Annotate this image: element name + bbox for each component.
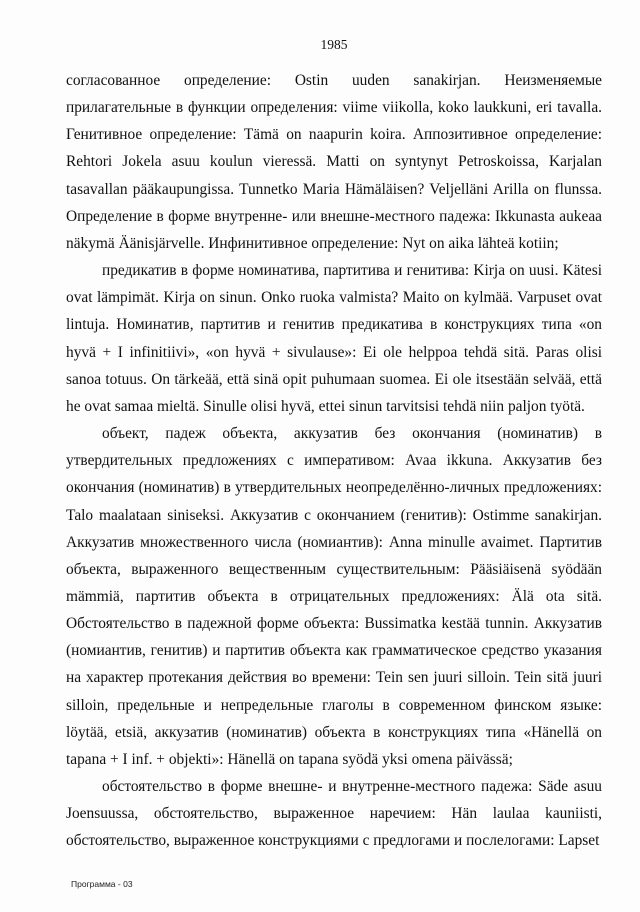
paragraph-object: объект, падеж объекта, аккузатив без окончания (номинатив) в утвердительных предложениях с императивом: Avaa ikkuna. Аккузатив без окончания (номинатив) в утвердительных неопределённо-личных предложениях: Talo maalataan siniseksi. Аккузатив с окончанием (генитив): Ostimme sanakirjan. Аккузатив множественного числа (номиантив): Anna minulle avaimet. Партитив объекта, выраженного вещественным существительным: Pääsiäisenä syödään mämmiä, партитив объекта в отрицательных предложениях: Älä ota sitä. Обстоятельство в падежной форме объекта: Bussimatka kestää tunnin. Аккузатив (номиантив, генитив) и партитив объекта как грамматическое средство указания на характер протекания действия во времени: Tein sen juuri silloin. Tein sitä juuri silloin, предельные и непредельные глаголы в современном финском языке: löytää, etsiä, аккузатив (номинатив) объекта в конструкциях типа «Hänellä on tapana + I inf. + objekti»: Hänellä on tapana syödä yksi omena päivässä;: [66, 425, 602, 768]
paragraph-attributes: согласованное определение: Ostin uuden sanakirjan. Неизменяемые прилагательные в функции определения: viime viikolla, koko laukkuni, eri tavalla. Генитивное определение: Tämä on naapurin koira. Аппозитивное определение: Rehtori Jokela asuu koulun vieressä. Matti on syntynyt Petroskoissa, Karjalan tasavallan pääkaupungissa. Tunnetko Maria Hämäläisen? Veljelläni Arilla on flunssa. Определение в форме внутренне- или внешне-местного падежа: Ikkunasta aukeaa näkymä Äänisjärvelle. Инфинитивное определение: Nyt on aika lähteä kotiin;: [66, 72, 602, 252]
paragraph-adverbial: обстоятельство в форме внешне- и внутренне-местного падежа: Säde asuu Joensuussa, обстоятельство, выраженное наречием: Hän laulaa kauniisti, обстоятельство, выраженное конструкциями с предлогами и послелогами: Lapset: [66, 778, 602, 850]
paragraph-predicative: предикатив в форме номинатива, партитива и генитива: Kirja on uusi. Kätesi ovat lämpimät. Kirja on sinun. Onko ruoka valmista? Maito on kylmää. Varpuset ovat lintuja. Номинатив, партитив и генитив предикатива в конструкциях типа «on hyvä + I infinitiivi», «on hyvä + sivulause»: Ei ole helppoa tehdä sitä. Paras olisi sanoa totuus. On tärkeää, että sinä opit puhumaan suomea. Ei ole itsestään selvää, että he ovat samaa mieltä. Sinulle olisi hyvä, ettei sinun tarvitsisi tehdä niin paljon työtä.: [66, 262, 602, 415]
page-footer: Программа - 03: [71, 879, 133, 889]
page-number: 1985: [320, 37, 348, 52]
body-text: [66, 67, 602, 855]
